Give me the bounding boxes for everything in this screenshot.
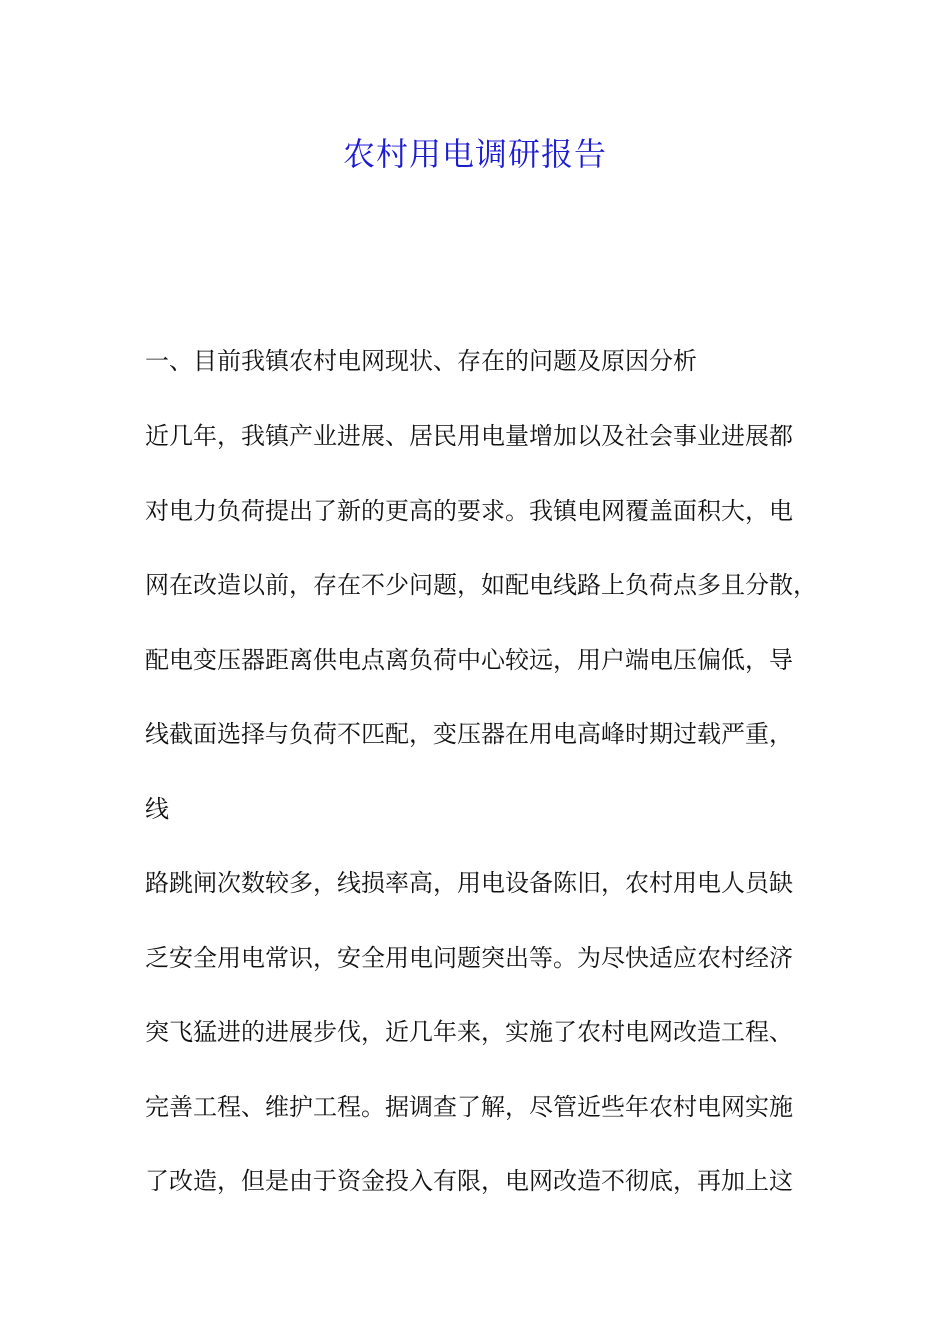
paragraph-line: 配电变压器距离供电点离负荷中心较远，用户端电压偏低，导: [145, 646, 793, 674]
paragraph-line: 网在改造以前，存在不少问题，如配电线路上负荷点多且分散，: [145, 571, 817, 599]
paragraph-line: 近几年，我镇产业进展、居民用电量增加以及社会事业进展都: [145, 422, 793, 450]
section-heading: 一、目前我镇农村电网现状、存在的问题及原因分析: [145, 347, 697, 375]
paragraph-line: 对电力负荷提出了新的更高的要求。我镇电网覆盖面积大，电: [145, 497, 793, 525]
paragraph-line: 线: [145, 795, 169, 823]
paragraph-line: 线截面选择与负荷不匹配，变压器在用电高峰时期过载严重，: [145, 720, 793, 748]
paragraph-line: 乏安全用电常识，安全用电问题突出等。为尽快适应农村经济: [145, 944, 793, 972]
document-title: 农村用电调研报告: [342, 135, 607, 173]
paragraph-line: 路跳闸次数较多，线损率高，用电设备陈旧，农村用电人员缺: [145, 869, 793, 897]
paragraph-line: 完善工程、维护工程。据调查了解，尽管近些年农村电网实施: [145, 1093, 793, 1121]
paragraph-line: 突飞猛进的进展步伐，近几年来，实施了农村电网改造工程、: [145, 1018, 793, 1046]
paragraph-line: 了改造，但是由于资金投入有限，电网改造不彻底，再加上这: [145, 1167, 793, 1195]
